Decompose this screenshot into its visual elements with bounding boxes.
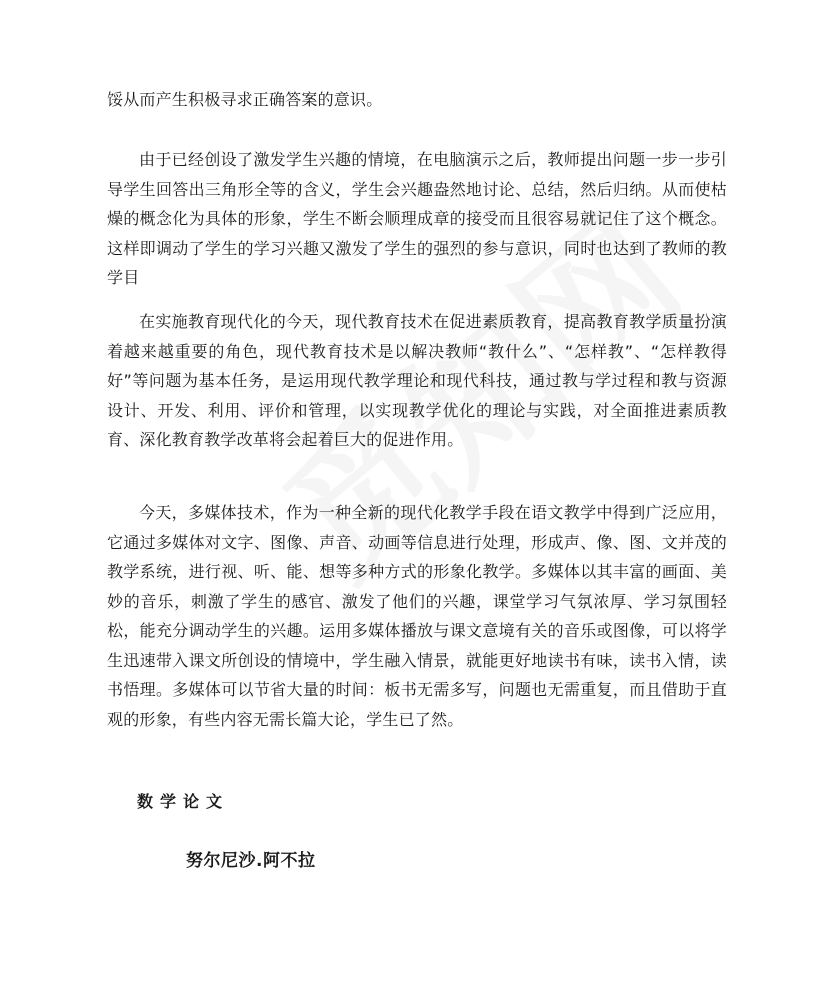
section-heading: 数学论文: [137, 792, 230, 811]
paragraph-education-technology: 在实施教育现代化的今天，现代教育技术在促进素质教育，提高教育教学质量扮演着越来越重要的角色，现代教育技术是以解决教师“教什么”、“怎样教”、“怎样教得好”等问题为基本任务，是运用现代教学理论和现代科技，通过教与学过程和教与资源设计、开发、利用、评价和管理，以实现教学优化的理论与实践，对全面推进素质教育、深化教育教学改革将会起着巨大的促进作用。: [107, 312, 727, 449]
paragraph-continuation: 馁从而产生积极寻求正确答案的意识。: [107, 90, 383, 109]
author-name: 努尔尼沙.阿不拉: [186, 851, 316, 871]
paragraph-multimedia-teaching: 今天，多媒体技术，作为一种全新的现代化教学手段在语文教学中得到广泛应用，它通过多媒体对文字、图像、声音、动画等信息进行处理，形成声、像、图、文并茂的教学系统，进行视、听、能、想等多种方式的形象化教学。多媒体以其丰富的画面、美妙的音乐，刺激了学生的感官、激发了他们的兴趣，课堂学习气氛浓厚、学习氛围轻松，能充分调动学生的兴趣。运用多媒体播放与课文意境有关的音乐或图像，可以将学生迅速带入课文所创设的情境中，学生融入情景，就能更好地读书有味，读书入情，读书悟理。多媒体可以节省大量的时间：板书无需多写，问题也无需重复，而且借助于直观的形象，有些内容无需长篇大论，学生已了然。: [107, 503, 727, 729]
paragraph-multimedia-demo: 由于已经创设了激发学生兴趣的情境，在电脑演示之后，教师提出问题一步一步引导学生回答出三角形全等的含义，学生会兴趣盎然地讨论、总结，然后归纳。从而使枯燥的概念化为具体的形象，学生不断会顺理成章的接受而且很容易就记住了这个概念。这样即调动了学生的学习兴趣又激发了学生的强烈的参与意识，同时也达到了教师的教学目: [107, 150, 727, 287]
